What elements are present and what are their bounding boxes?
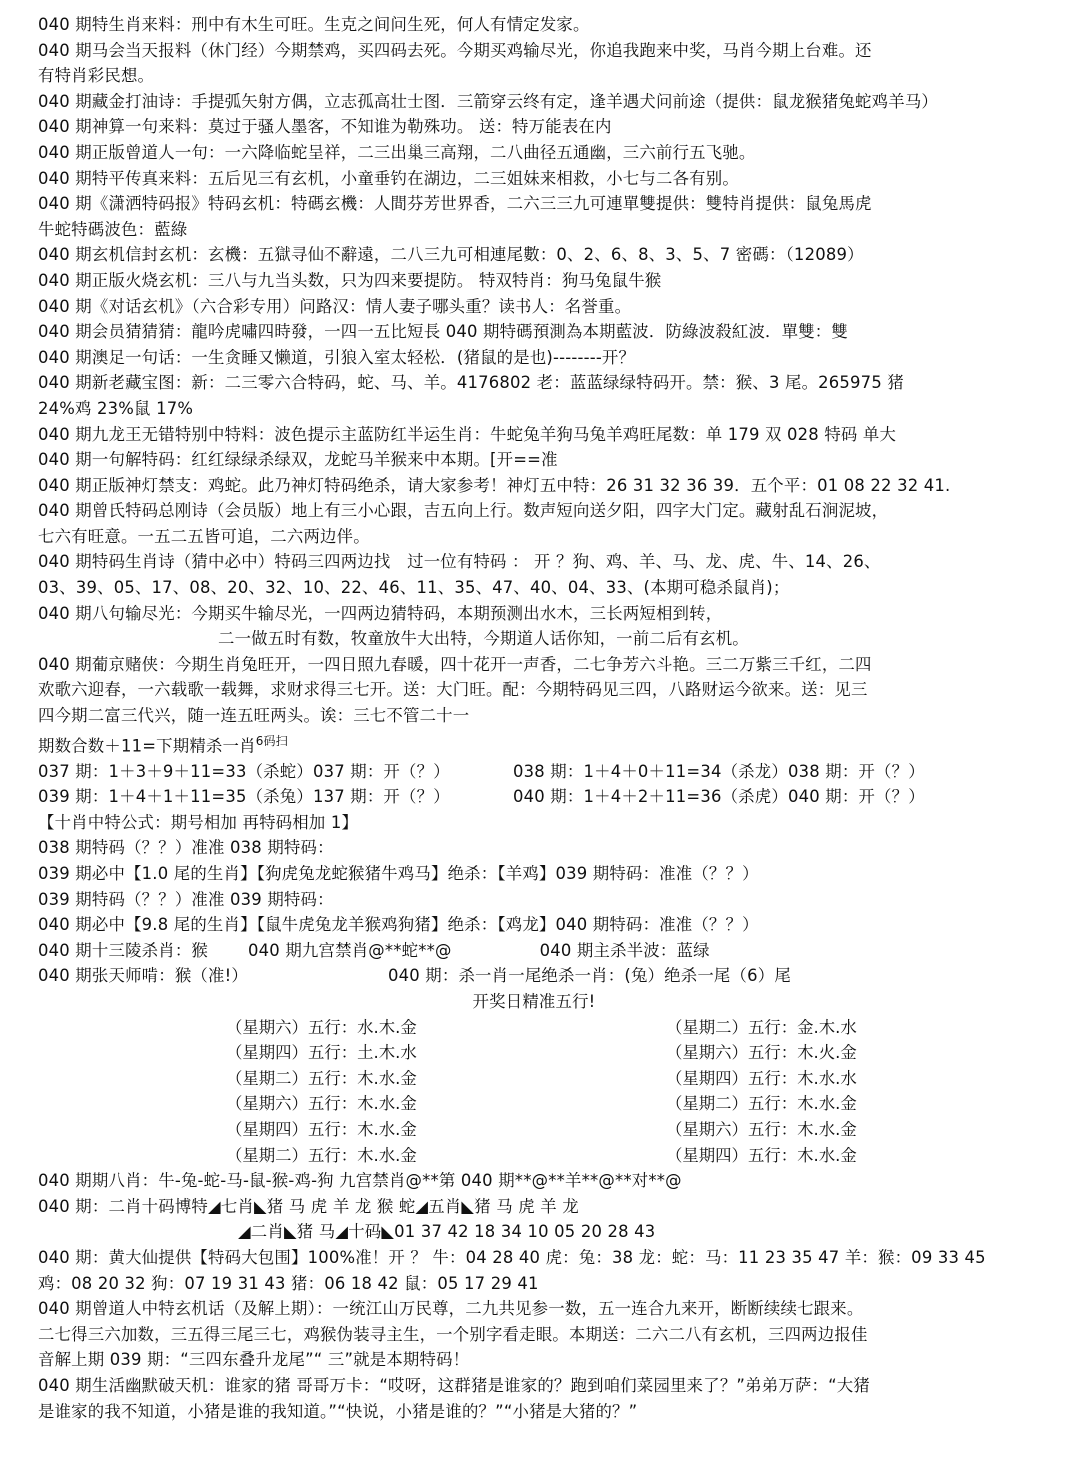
row-13-c: 040 期主杀半波：蓝绿 bbox=[539, 940, 710, 960]
row-tianshi bbox=[38, 963, 1050, 989]
wuxing-right: （星期二）五行：木.水.金 bbox=[666, 1094, 857, 1114]
text-line: 040 期期八肖：牛-兔-蛇-马-鼠-猴-鸡-狗 九宫禁肖@**第 040 期**@**羊**@**对**@ bbox=[38, 1171, 682, 1191]
text-line: 七六有旺意。一五二五皆可追，二六两边伴。 bbox=[38, 526, 370, 546]
text-line: 欢歌六迎春，一六载歌一载舞，求财求得三七开。送：大门旺。配：今期特码见三四，八路财运今欲来。送：见三 bbox=[38, 680, 868, 700]
text-line: 040 期一句解特码：红红绿绿杀绿双，龙蛇马羊猴来中本期。[开==准 bbox=[38, 450, 558, 470]
text-line: 鸡：08 20 32 狗：07 19 31 43 猪：06 18 42 鼠：05 17 29 41 bbox=[38, 1273, 539, 1293]
wuxing-right: （星期四）五行：木.水.金 bbox=[666, 1145, 857, 1165]
text-line: 038 期特码（？？）准准 038 期特码： bbox=[38, 838, 334, 858]
text-line: 二一做五时有数，牧童放牛大出特，今期道人话你知，一前二后有玄机。 bbox=[218, 629, 749, 649]
text-line: 040 期马会当天报料（休门经）今期禁鸡，买四码去死。今期买鸡输尽光，你追我跑来中奖，马肖今期上台难。还 bbox=[38, 40, 872, 60]
text-block-3 bbox=[38, 1168, 1050, 1424]
text-line: ◢二肖◣猪 马◢十码◣01 37 42 18 34 10 05 20 28 43 bbox=[238, 1222, 656, 1242]
text-line: 040 期曾氏特码总刚诗（会员版）地上有三小心跟，吉五向上行。数声短向送夕阳，四字大门定。藏射乱石涧泥坡， bbox=[38, 501, 889, 521]
text-line: 是谁家的我不知道，小猪是谁的我知道。”“快说，小猪是谁的？”“小猪是大猪的？” bbox=[38, 1401, 638, 1421]
text-block-2 bbox=[38, 810, 1050, 989]
text-line: 040 期生活幽默破天机：谁家的猪 哥哥万卡：“哎呀，这群猪是谁家的？跑到咱们菜园里来了？”弟弟万萨：“大猪 bbox=[38, 1375, 870, 1395]
wuxing-right: （星期六）五行：木.火.金 bbox=[666, 1043, 857, 1063]
wuxing-right: （星期二）五行：金.木.水 bbox=[666, 1017, 857, 1037]
formula-left: 039 期：1＋4＋1＋11=35（杀兔）137 期：开（？） bbox=[38, 787, 450, 807]
text-line: 音解上期 039 期：“三四东叠升龙尾”“ 三”就是本期特码！ bbox=[38, 1350, 470, 1370]
text-line: 【十肖中特公式：期号相加 再特码相加 1】 bbox=[38, 812, 359, 832]
wuxing-row bbox=[38, 1066, 1050, 1092]
text-line: 040 期神算一句来料：莫过于骚人墨客，不知谁为勒殊功。 送：特万能表在内 bbox=[38, 117, 612, 137]
small-note: 6码扫 bbox=[255, 733, 288, 748]
wuxing-left: （星期六）五行：木.水.金 bbox=[226, 1094, 417, 1114]
row-13-b: 040 期九宫禁肖@**蛇**@ bbox=[248, 940, 452, 960]
text-line: 040 期曾道人中特玄机话（及解上期）：一统江山万民尊，二九共见参一数，五一连合九来开，断断续续七跟来。 bbox=[38, 1299, 864, 1319]
text-line bbox=[38, 729, 1050, 759]
text-line: 040 期藏金打油诗：手提弧矢射方偶，立志孤高壮士图．三箭穿云终有定，逢羊遇犬问前途（提供：鼠龙猴猪兔蛇鸡羊马） bbox=[38, 91, 939, 111]
wuxing-right: （星期六）五行：木.水.金 bbox=[666, 1120, 857, 1139]
wuxing-row bbox=[38, 1143, 1050, 1169]
formula-rule: 期数合数＋11=下期精杀一肖 bbox=[38, 736, 256, 756]
text-line: 040 期特码生肖诗（猜中必中）特码三四两边找 过一位有特码 ： 开 ？狗、鸡、羊、马、龙、虎、牛、14、26、 bbox=[38, 552, 881, 572]
row-tianshi-a: 040 期张天师啃：猴（准!） bbox=[38, 966, 248, 986]
formula-right: 040 期：1＋4＋2＋11=36（杀虎）040 期：开（？） bbox=[513, 787, 925, 807]
text-line: 040 期正版神灯禁支：鸡蛇。此乃神灯特码绝杀，请大家参考！神灯五中特：26 31 32 36 39．五个平：01 08 22 32 41. bbox=[38, 475, 951, 495]
text-line: 040 期《对话玄机》（六合彩专用）问路汉：情人妻子哪头重？读书人：名誉重。 bbox=[38, 296, 632, 316]
wuxing-row bbox=[38, 1015, 1050, 1041]
text-line: 040 期九龙王无错特别中特料：波色提示主蓝防红半运生肖：牛蛇兔羊狗马兔羊鸡旺尾数：单 179 双 028 特码 单大 bbox=[38, 424, 897, 444]
text-line: 040 期特生肖来料：刑中有木生可旺。生克之间问生死，何人有情定发家。 bbox=[38, 15, 590, 34]
text-line: 040 期：二肖十码博特◢七肖◣猪 马 虎 羊 龙 猴 蛇◢五肖◣猪 马 虎 羊 龙 bbox=[38, 1196, 579, 1216]
text-line: 040 期正版火烧玄机：三八与九当头数，只为四来要提防。 特双特肖：狗马兔鼠牛猴 bbox=[38, 270, 662, 290]
wuxing-row bbox=[38, 1117, 1050, 1143]
text-line: 牛蛇特碼波色：藍綠 bbox=[38, 219, 188, 239]
formula-block bbox=[38, 759, 1050, 810]
formula-row bbox=[38, 759, 1050, 785]
wuxing-block bbox=[38, 989, 1050, 1168]
text-line: 040 期必中【9.8 尾的生肖】【鼠牛虎兔龙羊猴鸡狗猪】绝杀：【鸡龙】040 期特码：准准（？？） bbox=[38, 915, 759, 935]
wuxing-row bbox=[38, 1091, 1050, 1117]
wuxing-left: （星期六）五行：水.木.金 bbox=[226, 1017, 417, 1037]
text-block-1 bbox=[38, 12, 1050, 759]
text-line: 040 期八句输尽光：今期买牛输尽光，一四两边猜特码，本期预测出水木，三长两短相到转， bbox=[38, 603, 723, 623]
text-line: 040 期《潇洒特码报》特码玄机：特碼玄機：人間芬芳世界香，二六三三九可連單雙提供：雙特肖提供：鼠兔馬虎 bbox=[38, 194, 872, 214]
text-line: 24%鸡 23%鼠 17% bbox=[38, 398, 194, 418]
wuxing-right: （星期四）五行：木.水.水 bbox=[666, 1068, 857, 1088]
formula-row bbox=[38, 784, 1050, 810]
row-13 bbox=[38, 938, 1050, 964]
wuxing-title: 开奖日精准五行! bbox=[472, 992, 596, 1012]
wuxing-left: （星期四）五行：木.水.金 bbox=[226, 1120, 417, 1139]
wuxing-left: （星期二）五行：木.水.金 bbox=[226, 1068, 417, 1088]
text-line: 040 期：黄大仙提供【特码大包围】100%准！开 ？ 牛：04 28 40 虎：兔：38 龙：蛇：马：11 23 35 47 羊：猴：09 33 45 bbox=[38, 1247, 986, 1267]
formula-left: 037 期：1＋3＋9＋11=33（杀蛇）037 期：开（？） bbox=[38, 761, 450, 781]
wuxing-left: （星期四）五行：土.木.水 bbox=[226, 1043, 417, 1063]
row-13-a: 040 期十三陵杀肖：猴 bbox=[38, 940, 209, 960]
text-line: 039 期必中【1.0 尾的生肖】【狗虎兔龙蛇猴猪牛鸡马】绝杀：【羊鸡】039 期特码：准准（？？） bbox=[38, 864, 759, 884]
wuxing-left: （星期二）五行：木.水.金 bbox=[226, 1145, 417, 1165]
text-line: 040 期澳足一句话：一生贪睡又懒道，引狼入室太轻松．(猪鼠的是也)--------开？ bbox=[38, 347, 636, 367]
text-line: 四今期二富三代兴，随一连五旺两头。诶：三七不管二十一 bbox=[38, 706, 470, 726]
text-line: 040 期正版曾道人一句：一六降临蛇呈祥，二三出巢三高翔，二八曲径五通幽，三六前行五飞驰。 bbox=[38, 142, 756, 162]
formula-right: 038 期：1＋4＋0＋11=34（杀龙）038 期：开（？） bbox=[513, 761, 925, 781]
text-line: 040 期会员猜猜猜：龍吟虎嘯四時發，一四一五比短長 040 期特碼預測為本期藍波．防綠波殺紅波．單雙：雙 bbox=[38, 322, 848, 342]
text-line: 040 期葡京赌侠：今期生肖兔旺开，一四日照九春暖，四十花开一声香，二七争芳六斗艳。三二万紫三千红，二四 bbox=[38, 654, 872, 674]
text-line: 二七得三六加数，三五得三尾三七，鸡猴伪装寻主生，一个别字看走眼。本期送：二六二八有玄机，三四两边报佳 bbox=[38, 1324, 868, 1344]
wuxing-row bbox=[38, 1040, 1050, 1066]
text-line: 040 期新老藏宝图：新：二三零六合特码，蛇、马、羊。4176802 老：蓝蓝绿绿特码开。禁：猴、3 尾。265975 猪 bbox=[38, 373, 904, 393]
text-line: 040 期特平传真来料：五后见三有玄机，小童垂钓在湖边，二三姐妹来相救，小七与二各有别。 bbox=[38, 168, 739, 188]
row-tianshi-b: 040 期：杀一肖一尾绝杀一肖：(兔）绝杀一尾（6）尾 bbox=[387, 966, 791, 986]
text-line: 有特肖彩民想。 bbox=[38, 66, 155, 86]
text-line: 039 期特码（？？）准准 039 期特码： bbox=[38, 889, 334, 909]
text-line: 040 期玄机信封玄机：玄機：五獄寻仙不辭遠，二八三九可相連尾數：0、2、6、8、3、5、7 密碼：（12089） bbox=[38, 245, 864, 265]
text-line: 03、39、05、17、08、20、32、10、22、46、11、35、47、40、04、33、(本期可稳杀鼠肖)； bbox=[38, 578, 790, 598]
